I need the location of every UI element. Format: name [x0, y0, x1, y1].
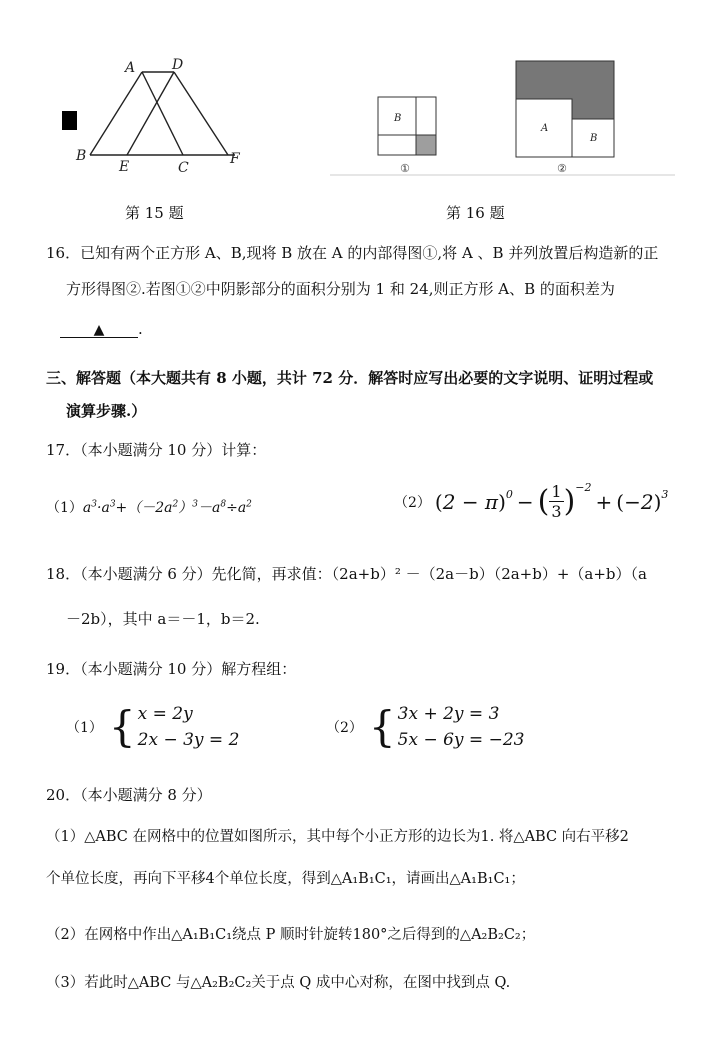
fig15-label-A: A: [125, 60, 136, 76]
q16-answer-blank: [60, 322, 143, 338]
q20-line2: 个单位长度，再向下平移4个单位长度，得到△A₁B₁C₁，请画出△A₁B₁C₁；: [46, 871, 525, 887]
q18-line1: 18．（本小题满分 6 分）先化简，再求值：（2a+b）² －（2a－b）（2a+b）+（a+b）（a: [46, 565, 647, 583]
q19-p2-eq2: 5x − 6y = −23: [397, 730, 525, 750]
fig15-label-B: B: [76, 148, 87, 164]
figure-15: [70, 50, 260, 190]
fig15-label-C: C: [178, 160, 189, 176]
fig16-1-shaded: [416, 135, 436, 155]
q19-p1-brace: {: [108, 702, 136, 751]
fig15-line-DF: [174, 72, 228, 155]
fig15-label-F: F: [230, 151, 240, 167]
section3-heading-line2: 演算步骤.）: [66, 402, 147, 420]
fig15-line-AC: [142, 72, 183, 155]
fig16-2-label-A: A: [541, 123, 549, 134]
q19-p2-label: （2）: [326, 720, 363, 736]
q16-line1: 16．已知有两个正方形 A、B,现将 B 放在 A 的内部得图①,将 A 、B 并列放置后构造新的正: [46, 244, 659, 262]
section3-heading-line1: 三、解答题（本大题共有 8 小题，共计 72 分．解答时应写出必要的文字说明、证明过程或: [46, 369, 654, 387]
q16-end: .: [138, 320, 143, 338]
q17-header: 17．（本小题满分 10 分）计算：: [46, 441, 267, 459]
q17-part2: [394, 482, 668, 521]
q19-part2: [326, 704, 524, 750]
q19-p1-label: （1）: [66, 720, 103, 736]
q19-part1: [66, 704, 239, 750]
answer-mark: ▲: [60, 323, 138, 338]
figure-16: [330, 55, 675, 185]
fig15-label-D: D: [172, 57, 184, 73]
q19-header: 19．（本小题满分 10 分）解方程组：: [46, 660, 297, 678]
q20-line4: （3）若此时△ABC 与△A₂B₂C₂关于点 Q 成中心对称，在图中找到点 Q.: [46, 975, 511, 991]
q19-p2-brace: {: [368, 702, 396, 751]
q17-part1: [46, 497, 252, 517]
q19-p2-eq1: 3x + 2y = 3: [397, 704, 500, 724]
fig16-2-label-B: B: [590, 133, 598, 144]
q17-p1-label: （1）: [46, 500, 83, 516]
q18-line2: －2b），其中 a＝－1，b＝2.: [66, 610, 260, 628]
q20-line3: （2）在网格中作出△A₁B₁C₁绕点 P 顺时针旋转180°之后得到的△A₂B₂C₂；: [46, 927, 536, 943]
fig16-num-1: ①: [400, 162, 410, 175]
fig16-num-2: ②: [557, 162, 567, 175]
fig16-caption: 第 16 题: [446, 204, 505, 222]
fig16-1-label-B: B: [394, 113, 402, 124]
fig15-caption: 第 15 题: [125, 204, 184, 222]
q20-line1: （1）△ABC 在网格中的位置如图所示，其中每个小正方形的边长为1. 将△ABC 向右平移2: [46, 829, 629, 845]
q17-p2-expr: ( 2 − π ) $^0$ − ( 1 3 ) $^{-2}$ + ( −2 ) $^3$: [434, 481, 669, 521]
q19-p1-eq2: 2x − 3y = 2: [137, 730, 240, 750]
q20-header: 20．（本小题满分 8 分）: [46, 786, 212, 804]
fig15-label-E: E: [119, 159, 130, 175]
q19-p1-eq1: x = 2y: [137, 704, 193, 724]
q16-line2: 方形得图②.若图①②中阴影部分的面积分别为 1 和 24,则正方形 A、B 的面积差为: [66, 280, 615, 298]
q17-p2-label: （2）: [394, 494, 431, 511]
q17-p1-expr: $a^3\cdot a^3+(-2a^2)^3-a^8\div a^2$: [82, 499, 252, 516]
